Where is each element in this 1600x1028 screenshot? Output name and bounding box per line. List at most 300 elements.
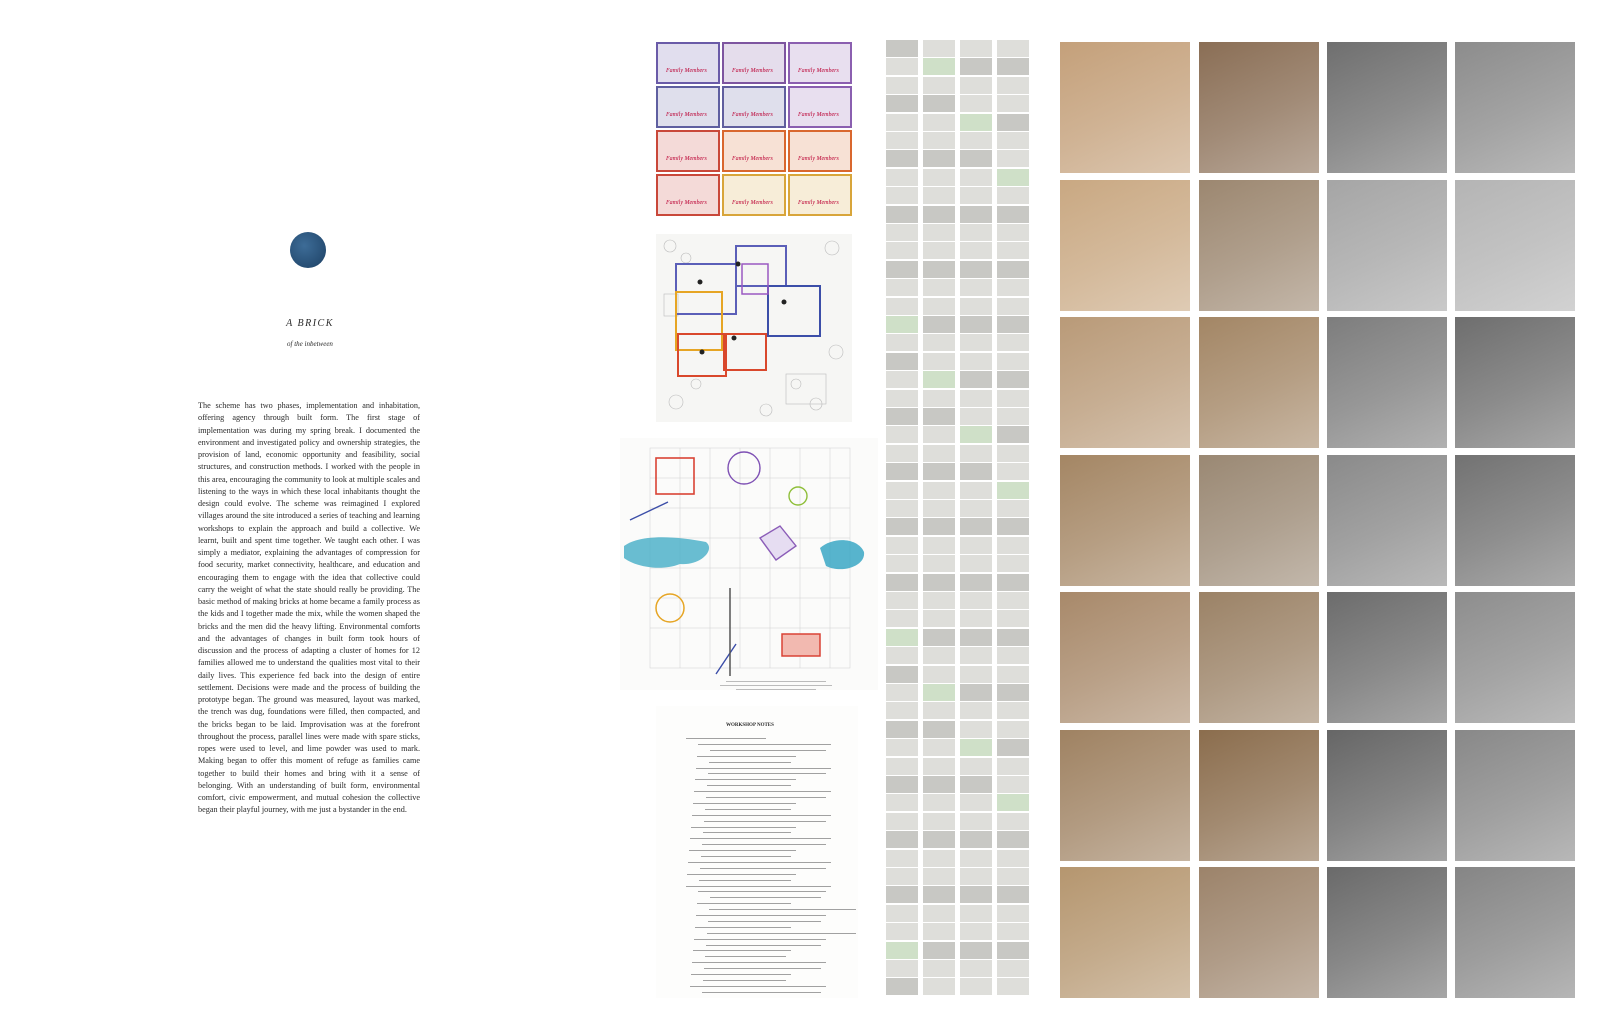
note-line (694, 791, 831, 792)
id-card-thumb (960, 978, 992, 995)
id-card-thumb (960, 58, 992, 75)
id-card-thumb (997, 758, 1029, 775)
id-card-thumb (997, 886, 1029, 903)
id-card-thumb (923, 776, 955, 793)
id-card-thumb (960, 334, 992, 351)
id-card-thumb (960, 445, 992, 462)
photo-woman-brick (1199, 730, 1319, 861)
caption-scribble (706, 678, 846, 692)
id-card-thumb (886, 445, 918, 462)
id-card-thumb (923, 445, 955, 462)
id-card-thumb (997, 537, 1029, 554)
id-card-thumb (886, 666, 918, 683)
photo-seated-group (1327, 455, 1447, 586)
id-card-thumb (923, 813, 955, 830)
blue-dot-icon (290, 232, 326, 268)
family-card (788, 86, 852, 128)
id-card-thumb (923, 316, 955, 333)
id-card-thumb (923, 298, 955, 315)
id-card-thumb (960, 279, 992, 296)
id-card-thumb (923, 353, 955, 370)
id-card-thumb (997, 610, 1029, 627)
id-card-thumb (923, 408, 955, 425)
family-card-label: Family Members (732, 68, 773, 74)
id-card-thumb (997, 353, 1029, 370)
note-line (693, 950, 791, 951)
photo-board-notes (1455, 180, 1575, 311)
id-card-thumb (923, 758, 955, 775)
family-card (656, 86, 720, 128)
id-card-thumb (997, 316, 1029, 333)
id-card-thumb (923, 978, 955, 995)
id-card-thumb (960, 518, 992, 535)
id-card-thumb (886, 261, 918, 278)
id-card-thumb (923, 886, 955, 903)
id-card-thumb (923, 242, 955, 259)
id-card-thumb (923, 537, 955, 554)
note-line (688, 862, 831, 863)
photo-aerial-marking (1060, 317, 1190, 448)
sketch-drawing (620, 438, 878, 690)
photo-standing-feet (1455, 455, 1575, 586)
note-line (690, 838, 831, 839)
id-card-thumb (923, 279, 955, 296)
id-card-thumb (923, 169, 955, 186)
id-card-thumb (886, 408, 918, 425)
family-card-label: Family Members (798, 112, 839, 118)
family-card (656, 130, 720, 172)
photo-aerial-line (1060, 180, 1190, 311)
id-card-thumb (886, 739, 918, 756)
family-card-label: Family Members (798, 156, 839, 162)
photo-hands-mud (1199, 42, 1319, 173)
id-card-thumb (960, 537, 992, 554)
id-card-thumb (997, 58, 1029, 75)
id-card-thumb (886, 610, 918, 627)
id-card-thumb (923, 629, 955, 646)
id-card-thumb (960, 77, 992, 94)
note-line (691, 827, 796, 828)
id-card-thumb (923, 482, 955, 499)
photo-hands-mould (1199, 592, 1319, 723)
photo-bucket-water (1199, 455, 1319, 586)
id-card-thumb (960, 390, 992, 407)
id-card-thumb (960, 794, 992, 811)
note-line (696, 768, 831, 769)
id-card-thumb (923, 390, 955, 407)
family-card (722, 174, 786, 216)
id-card-thumb (960, 408, 992, 425)
id-card-thumb (886, 206, 918, 223)
note-line (690, 986, 826, 987)
note-line (702, 992, 821, 993)
id-card-thumb (886, 426, 918, 443)
id-card-thumb (886, 776, 918, 793)
id-card-thumb (960, 813, 992, 830)
note-line (696, 915, 826, 916)
id-card-thumb (923, 647, 955, 664)
photo-group-tent (1327, 867, 1447, 998)
id-card-thumb (886, 592, 918, 609)
photo-easel (1455, 867, 1575, 998)
photo-workshop-group (1327, 42, 1447, 173)
id-card-thumb (886, 279, 918, 296)
id-card-thumb (886, 831, 918, 848)
page-subtitle: of the inbetween (287, 340, 333, 348)
id-card-thumb (923, 905, 955, 922)
note-line (709, 762, 791, 763)
family-card-label: Family Members (732, 200, 773, 206)
id-card-thumb (997, 978, 1029, 995)
id-card-thumb (886, 463, 918, 480)
id-card-thumb (886, 758, 918, 775)
id-card-thumb (997, 868, 1029, 885)
notes-heading: WORKSHOP NOTES (726, 723, 774, 728)
id-card-thumb (960, 684, 992, 701)
id-card-thumb (960, 647, 992, 664)
id-card-thumb (886, 169, 918, 186)
id-card-thumb (886, 242, 918, 259)
page-title: A BRICK (286, 318, 334, 329)
photo-aerial-trench (1060, 455, 1190, 586)
id-card-thumb (886, 794, 918, 811)
family-card (656, 174, 720, 216)
id-card-thumb (997, 592, 1029, 609)
id-card-thumb (886, 58, 918, 75)
id-card-thumb (923, 426, 955, 443)
note-line (710, 750, 826, 751)
id-card-thumb (997, 95, 1029, 112)
id-card-thumb (960, 482, 992, 499)
note-line (687, 874, 796, 875)
id-card-thumb (960, 353, 992, 370)
id-card-thumb (960, 629, 992, 646)
id-card-thumb (923, 592, 955, 609)
id-card-thumb (886, 95, 918, 112)
note-line (710, 897, 821, 898)
note-line (686, 886, 831, 887)
id-card-thumb (997, 813, 1029, 830)
id-card-thumb (997, 187, 1029, 204)
id-card-thumb (960, 666, 992, 683)
id-card-thumb (997, 794, 1029, 811)
id-card-thumb (923, 702, 955, 719)
id-card-thumb (997, 702, 1029, 719)
id-card-thumb (997, 850, 1029, 867)
id-card-thumb (886, 905, 918, 922)
id-card-thumb (886, 923, 918, 940)
id-card-thumb (997, 224, 1029, 241)
photo-brick-mould (1199, 180, 1319, 311)
id-card-thumb (960, 886, 992, 903)
id-card-thumb (886, 960, 918, 977)
id-card-thumb (886, 132, 918, 149)
id-card-thumb (923, 77, 955, 94)
id-card-thumb (997, 114, 1029, 131)
id-card-thumb (960, 758, 992, 775)
id-card-thumb (886, 721, 918, 738)
family-card (722, 130, 786, 172)
id-card-thumb (960, 40, 992, 57)
id-card-thumb (886, 647, 918, 664)
id-card-thumb (923, 831, 955, 848)
id-card-thumb (886, 850, 918, 867)
id-card-thumb (886, 629, 918, 646)
id-card-thumb (886, 942, 918, 959)
id-card-thumb (997, 666, 1029, 683)
id-card-thumb (960, 776, 992, 793)
note-line (686, 738, 766, 739)
id-card-thumb (886, 40, 918, 57)
settlement-plan-diagram (656, 234, 852, 422)
photo-teaching-board (1327, 317, 1447, 448)
family-card (788, 130, 852, 172)
id-card-thumb (886, 298, 918, 315)
id-card-thumb (960, 132, 992, 149)
id-card-thumb (886, 77, 918, 94)
id-card-thumb (923, 95, 955, 112)
id-card-thumb (997, 776, 1029, 793)
photo-aerial-wall (1060, 730, 1190, 861)
id-card-thumb (960, 574, 992, 591)
photo-brick-stack (1199, 867, 1319, 998)
id-card-thumb (997, 629, 1029, 646)
note-line (694, 939, 826, 940)
note-line (697, 756, 796, 757)
id-card-thumb (997, 408, 1029, 425)
id-card-thumb (886, 978, 918, 995)
family-card-label: Family Members (666, 200, 707, 206)
photo-aerial-foundation (1060, 592, 1190, 723)
family-id-cards (656, 42, 853, 218)
note-line (708, 921, 821, 922)
note-line (698, 744, 831, 745)
family-card-label: Family Members (666, 156, 707, 162)
annotated-sketch-map (620, 438, 878, 690)
note-line (689, 850, 796, 851)
note-line (692, 815, 831, 816)
id-card-thumb (886, 500, 918, 517)
id-card-thumb (923, 666, 955, 683)
note-line (692, 962, 826, 963)
id-card-thumb (997, 463, 1029, 480)
note-line (703, 832, 791, 833)
id-card-thumb (923, 58, 955, 75)
id-card-thumb (960, 721, 992, 738)
photo-man-plan (1455, 730, 1575, 861)
id-card-thumb (960, 206, 992, 223)
family-card-label: Family Members (798, 200, 839, 206)
id-card-thumb (923, 371, 955, 388)
id-card-thumb (960, 592, 992, 609)
id-card-thumb (886, 224, 918, 241)
photo-aerial-tool (1060, 42, 1190, 173)
workshop-notes-sheet (656, 706, 858, 998)
id-card-thumb (923, 574, 955, 591)
note-line (691, 974, 791, 975)
photo-man-sketching (1455, 592, 1575, 723)
id-card-thumb (997, 905, 1029, 922)
id-card-thumb (886, 390, 918, 407)
id-card-thumb (886, 702, 918, 719)
id-card-thumb (997, 77, 1029, 94)
id-card-thumb (923, 206, 955, 223)
id-card-thumb (923, 187, 955, 204)
id-card-thumb (960, 463, 992, 480)
id-card-thumb (997, 390, 1029, 407)
note-line (697, 903, 791, 904)
note-line (695, 779, 796, 780)
id-card-thumb (960, 739, 992, 756)
id-card-thumb (997, 298, 1029, 315)
family-card-label: Family Members (798, 68, 839, 74)
note-line (702, 844, 826, 845)
note-line (698, 891, 826, 892)
id-card-thumb (886, 187, 918, 204)
note-line (706, 945, 821, 946)
id-card-thumb (997, 739, 1029, 756)
id-card-thumb (960, 831, 992, 848)
id-card-thumb (960, 868, 992, 885)
note-line (705, 809, 791, 810)
id-card-thumb (997, 206, 1029, 223)
id-card-thumb (923, 132, 955, 149)
id-card-thumb (997, 371, 1029, 388)
id-card-thumb (923, 114, 955, 131)
id-card-thumb (997, 334, 1029, 351)
id-card-thumb (923, 334, 955, 351)
id-card-thumb (886, 482, 918, 499)
sketch-caption (706, 678, 846, 693)
id-card-thumb (960, 224, 992, 241)
id-card-thumb (960, 905, 992, 922)
note-line (695, 927, 791, 928)
id-card-thumb (997, 482, 1029, 499)
id-card-thumb (886, 353, 918, 370)
id-card-thumb (997, 518, 1029, 535)
id-card-thumb (997, 647, 1029, 664)
note-line (699, 880, 791, 881)
id-card-thumb (886, 114, 918, 131)
id-card-thumb (886, 371, 918, 388)
id-card-thumb (923, 721, 955, 738)
id-card-thumb (923, 150, 955, 167)
id-card-thumb (886, 518, 918, 535)
id-card-thumb (886, 537, 918, 554)
plan-drawing (656, 234, 852, 422)
family-card-label: Family Members (666, 68, 707, 74)
id-card-thumb (923, 40, 955, 57)
id-card-thumb (997, 132, 1029, 149)
id-card-thumb (997, 445, 1029, 462)
id-card-thumb (886, 684, 918, 701)
note-line (707, 933, 856, 934)
id-card-thumb (960, 150, 992, 167)
id-card-thumb (886, 316, 918, 333)
family-card (722, 42, 786, 84)
id-card-thumb (923, 518, 955, 535)
id-card-thumb (997, 555, 1029, 572)
id-card-thumb (923, 850, 955, 867)
note-line (693, 803, 796, 804)
id-card-thumb (886, 886, 918, 903)
id-card-thumb (960, 187, 992, 204)
id-card-thumb (886, 813, 918, 830)
id-card-thumb (960, 555, 992, 572)
id-card-thumb (923, 960, 955, 977)
id-card-thumb (960, 261, 992, 278)
family-card (788, 42, 852, 84)
id-card-thumb (923, 224, 955, 241)
id-card-thumb (997, 150, 1029, 167)
photo-aerial-sticks (1060, 867, 1190, 998)
id-card-thumb (923, 942, 955, 959)
note-line (707, 785, 791, 786)
id-card-thumb (960, 942, 992, 959)
id-card-thumb (960, 923, 992, 940)
note-line (706, 797, 826, 798)
id-card-thumb (960, 95, 992, 112)
id-card-thumb (923, 684, 955, 701)
id-card-thumb (960, 316, 992, 333)
id-card-thumb (923, 463, 955, 480)
id-card-thumb (886, 574, 918, 591)
id-card-thumb (997, 169, 1029, 186)
id-card-thumb (997, 574, 1029, 591)
id-card-thumb (923, 610, 955, 627)
note-line (704, 968, 821, 969)
id-card-thumb (997, 40, 1029, 57)
id-card-thumb (886, 334, 918, 351)
id-card-thumb (923, 739, 955, 756)
family-card (788, 174, 852, 216)
id-card-thumb (960, 114, 992, 131)
photo-crowd (1327, 730, 1447, 861)
id-card-thumb (997, 279, 1029, 296)
id-card-thumb (923, 555, 955, 572)
id-card-thumb (886, 150, 918, 167)
id-card-thumb (997, 261, 1029, 278)
id-card-thumb (960, 850, 992, 867)
id-card-thumb (960, 169, 992, 186)
id-card-thumb (960, 702, 992, 719)
family-card-label: Family Members (732, 112, 773, 118)
id-card-thumb (997, 960, 1029, 977)
note-line (709, 909, 856, 910)
id-card-thumb (997, 923, 1029, 940)
note-line (705, 956, 786, 957)
note-line (708, 773, 826, 774)
id-card-thumb (923, 923, 955, 940)
id-card-thumb (997, 500, 1029, 517)
note-line (701, 856, 791, 857)
id-card-thumb (997, 242, 1029, 259)
id-card-thumb (960, 426, 992, 443)
id-card-thumb (997, 831, 1029, 848)
note-line (700, 868, 826, 869)
family-card-label: Family Members (732, 156, 773, 162)
id-card-thumb (997, 426, 1029, 443)
id-card-thumb (923, 261, 955, 278)
body-paragraph: The scheme has two phases, implementation and inhabitation, offering agency through built form. The first stage of implementation was during my spring break. I documented the environment and investigated policy and ownership strategies, the provision of land, economic opportunity and feasibility, social structures, and construction methods. I worked with the people in this area, encouraging the community to look at multiple scales and listening to the ways in which these local inhabitants thought the design could evolve. The scheme was reimagined I explored villages around the site introduced a series of teaching and learning workshops to explain the approach and build a collective. We learnt, built and spent time together. We taught each other. I was simply a mediator, explaining the advantages of compression for food security, market connectivity, healthcare, and education and encouraging them to engage with the idea that collective could carry the weight of what the state should really be providing. The basic method of making bricks at home became a family process as the kids and I together made the mix, while the women shaped the bricks and the men did the heavy lifting. Environmental comforts and the advantages of changes in built form took hours of discussion and the process of adapting a cluster of homes for 12 families allowed me to understand the qualities most vital to their daily lives. This experience fed back into the design of entire settlement. Decisions were made and the process of building the prototype began. The ground was measured, layout was marked, the trench was dug, foundations were filled, then compacted, and the bricks began to be laid. Improvisation was at the forefront throughout the process, parallel lines were made with spare sticks, ropes were used to level, and lime powder was used to mark. Making began to offer this moment of refuge as families came together to build their homes and bring with it a sense of belonging. With an understanding of built form, environmental comfort, civic empowerment, and mutual cohesion the collective began their playful journey, with me just a bystander in the end. (198, 401, 420, 815)
id-card-thumb (960, 500, 992, 517)
family-card-label: Family Members (666, 112, 707, 118)
id-card-thumb (997, 721, 1029, 738)
photo-women-group (1455, 317, 1575, 448)
id-card-thumb (960, 960, 992, 977)
photo-girl-mixing (1199, 317, 1319, 448)
photo-whiteboard (1327, 180, 1447, 311)
